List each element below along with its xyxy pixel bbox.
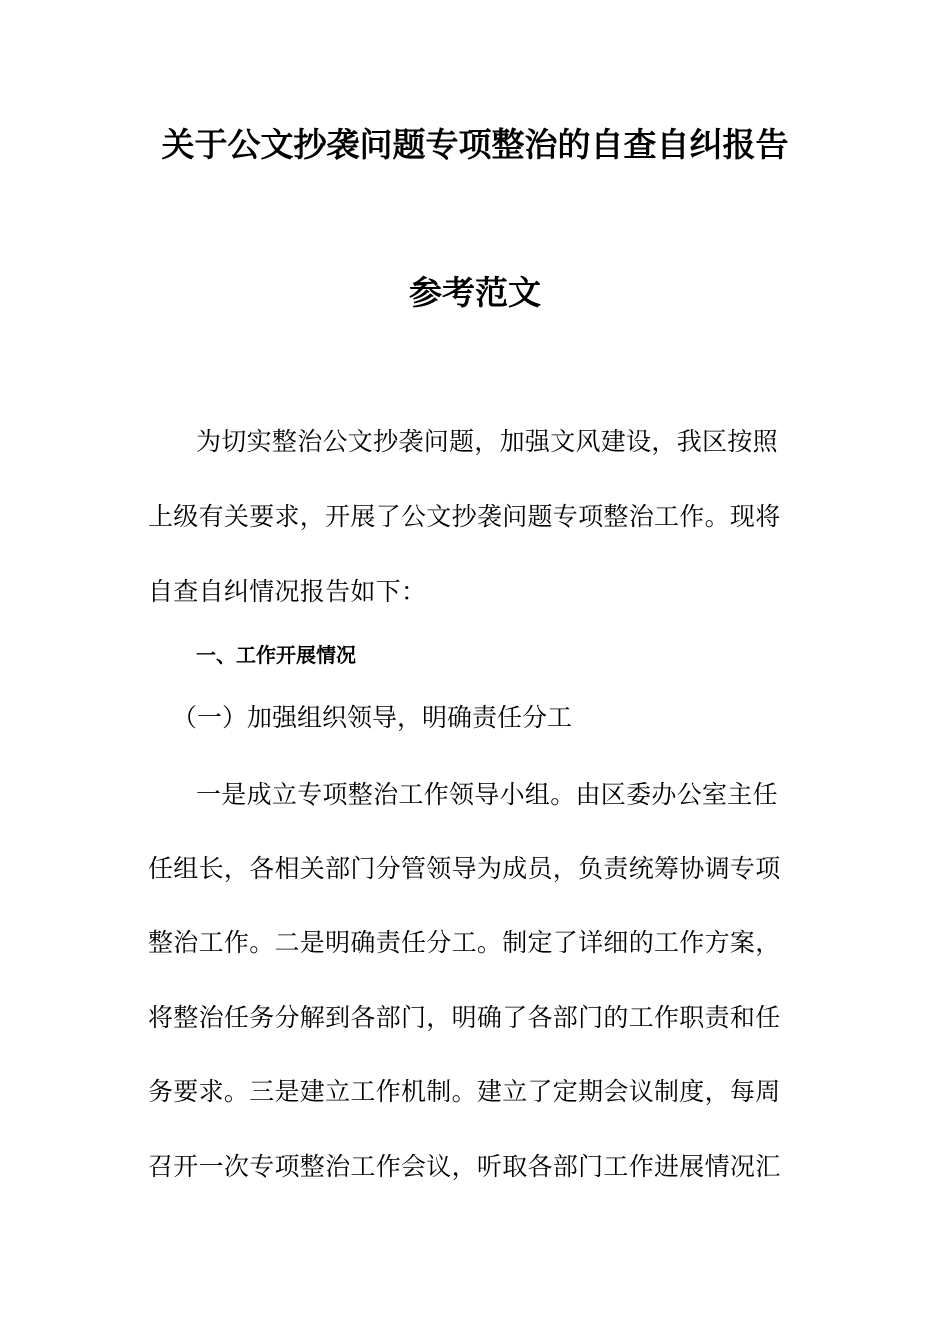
paragraph-line: 上级有关要求，开展了公文抄袭问题专项整治工作。现将 <box>148 502 781 531</box>
document-subtitle: 参考范文 <box>409 273 541 312</box>
section-heading: 一、工作开展情况 <box>196 643 356 667</box>
document-title: 关于公文抄袭问题专项整治的自查自纠报告 <box>161 125 789 164</box>
paragraph-line: 自查自纠情况报告如下： <box>148 577 427 606</box>
paragraph-line: 整治工作。二是明确责任分工。制定了详细的工作方案， <box>148 928 781 957</box>
paragraph-line: 务要求。三是建立工作机制。建立了定期会议制度，每周 <box>148 1077 781 1106</box>
paragraph-line: 将整治任务分解到各部门，明确了各部门的工作职责和任 <box>148 1003 781 1032</box>
subsection-heading: （一）加强组织领导，明确责任分工 <box>172 703 573 732</box>
paragraph-line: 召开一次专项整治工作会议，听取各部门工作进展情况汇 <box>148 1152 781 1181</box>
paragraph-line: 一是成立专项整治工作领导小组。由区委办公室主任 <box>196 780 778 809</box>
paragraph-line: 为切实整治公文抄袭问题，加强文风建设，我区按照 <box>196 427 778 456</box>
paragraph-line: 任组长，各相关部门分管领导为成员，负责统筹协调专项 <box>148 854 781 883</box>
